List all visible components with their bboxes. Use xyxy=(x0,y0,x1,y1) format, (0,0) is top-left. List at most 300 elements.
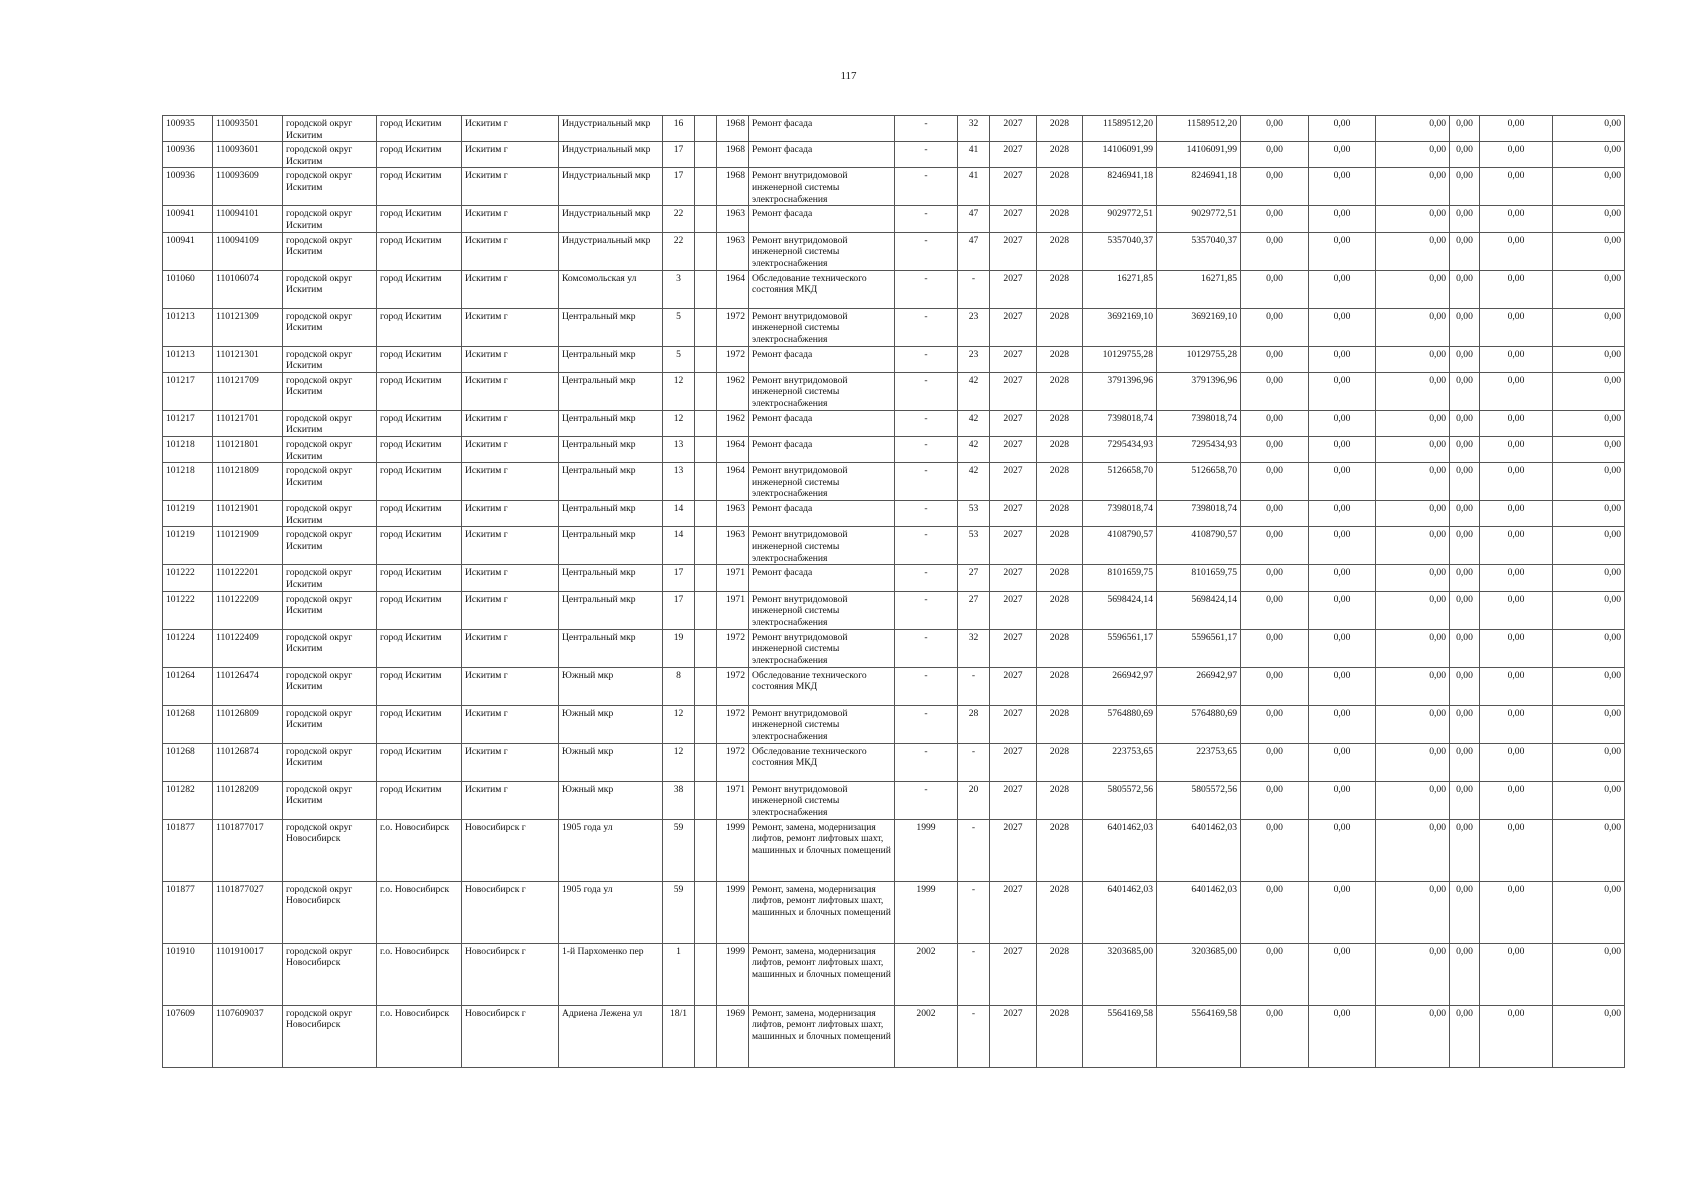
cell-house-building xyxy=(695,463,717,501)
cell-wear-percent: - xyxy=(958,819,990,881)
table-row xyxy=(163,168,1625,206)
table-row xyxy=(163,565,1625,591)
cell-cost-municipal: 0,00 xyxy=(1376,527,1450,565)
cell-house-number: 22 xyxy=(663,206,695,232)
cell-work-id: 110121809 xyxy=(213,463,283,501)
cell-house-building xyxy=(695,206,717,232)
cell-plan-year-end: 2028 xyxy=(1037,591,1083,629)
cell-house-building xyxy=(695,116,717,142)
cell-cost-owners: 0,00 xyxy=(1480,881,1553,943)
cell-street: Индустриальный мкр xyxy=(559,206,663,232)
cell-plan-year-start: 2027 xyxy=(990,436,1037,462)
cell-cost-other: 0,00 xyxy=(1450,346,1480,372)
cell-settlement: город Искитим xyxy=(377,527,462,565)
cell-total-cost: 5764880,69 xyxy=(1083,705,1157,743)
cell-plan-year-start: 2027 xyxy=(990,346,1037,372)
table-row xyxy=(163,232,1625,270)
cell-cost-reserve: 0,00 xyxy=(1553,881,1625,943)
cell-locality: Новосибирск г xyxy=(462,1005,559,1067)
cell-plan-year-start: 2027 xyxy=(990,881,1037,943)
cell-locality: Искитим г xyxy=(462,346,559,372)
cell-plan-year-start: 2027 xyxy=(990,667,1037,705)
cell-cost-region-budget: 0,00 xyxy=(1309,743,1376,781)
cell-total-cost: 10129755,28 xyxy=(1083,346,1157,372)
cell-cost-regional: 5126658,70 xyxy=(1157,463,1241,501)
cell-cost-owners: 0,00 xyxy=(1480,705,1553,743)
cell-house-building xyxy=(695,1005,717,1067)
cell-cost-other: 0,00 xyxy=(1450,527,1480,565)
cell-year-built: 1971 xyxy=(717,565,749,591)
cell-cost-owners: 0,00 xyxy=(1480,436,1553,462)
cell-work-id: 110094101 xyxy=(213,206,283,232)
cell-lift-year: - xyxy=(895,206,958,232)
cell-cost-owners: 0,00 xyxy=(1480,527,1553,565)
cell-cost-owners: 0,00 xyxy=(1480,743,1553,781)
cell-year-built: 1972 xyxy=(717,743,749,781)
cell-locality: Искитим г xyxy=(462,168,559,206)
cell-total-cost: 8246941,18 xyxy=(1083,168,1157,206)
cell-cost-federal: 0,00 xyxy=(1241,410,1309,436)
cell-cost-other: 0,00 xyxy=(1450,436,1480,462)
cell-cost-federal: 0,00 xyxy=(1241,142,1309,168)
cell-cost-owners: 0,00 xyxy=(1480,308,1553,346)
cell-cost-owners: 0,00 xyxy=(1480,781,1553,819)
cell-cost-reserve: 0,00 xyxy=(1553,142,1625,168)
cell-settlement: город Искитим xyxy=(377,116,462,142)
cell-cost-other: 0,00 xyxy=(1450,819,1480,881)
cell-work-id: 110121709 xyxy=(213,372,283,410)
cell-street: Южный мкр xyxy=(559,781,663,819)
cell-municipal-district: городской округ Искитим xyxy=(283,743,377,781)
cell-cost-region-budget: 0,00 xyxy=(1309,142,1376,168)
cell-house-number: 17 xyxy=(663,565,695,591)
cell-cost-regional: 266942,97 xyxy=(1157,667,1241,705)
cell-cost-other: 0,00 xyxy=(1450,743,1480,781)
cell-plan-year-start: 2027 xyxy=(990,270,1037,308)
cell-municipal-district: городской округ Искитим xyxy=(283,270,377,308)
cell-cost-federal: 0,00 xyxy=(1241,629,1309,667)
cell-plan-year-start: 2027 xyxy=(990,781,1037,819)
table-row xyxy=(163,142,1625,168)
cell-work-id: 110128209 xyxy=(213,781,283,819)
cell-total-cost: 5357040,37 xyxy=(1083,232,1157,270)
cell-plan-year-end: 2028 xyxy=(1037,270,1083,308)
cell-locality: Искитим г xyxy=(462,463,559,501)
cell-cost-regional: 4108790,57 xyxy=(1157,527,1241,565)
cell-cost-reserve: 0,00 xyxy=(1553,629,1625,667)
table-row xyxy=(163,629,1625,667)
cell-settlement: город Искитим xyxy=(377,270,462,308)
cell-settlement: город Искитим xyxy=(377,206,462,232)
cell-total-cost: 5698424,14 xyxy=(1083,591,1157,629)
cell-house-building xyxy=(695,270,717,308)
cell-cost-reserve: 0,00 xyxy=(1553,819,1625,881)
cell-lift-year: - xyxy=(895,781,958,819)
cell-street: Индустриальный мкр xyxy=(559,116,663,142)
cell-work-type: Ремонт фасада xyxy=(749,410,895,436)
cell-cost-region-budget: 0,00 xyxy=(1309,346,1376,372)
cell-cost-owners: 0,00 xyxy=(1480,943,1553,1005)
cell-cost-reserve: 0,00 xyxy=(1553,308,1625,346)
cell-plan-year-start: 2027 xyxy=(990,232,1037,270)
cell-house-id: 101877 xyxy=(163,819,213,881)
cell-cost-municipal: 0,00 xyxy=(1376,705,1450,743)
cell-cost-region-budget: 0,00 xyxy=(1309,705,1376,743)
cell-cost-owners: 0,00 xyxy=(1480,410,1553,436)
cell-year-built: 1972 xyxy=(717,346,749,372)
cell-cost-region-budget: 0,00 xyxy=(1309,270,1376,308)
cell-lift-year: 1999 xyxy=(895,819,958,881)
cell-street: Центральный мкр xyxy=(559,346,663,372)
cell-total-cost: 7398018,74 xyxy=(1083,410,1157,436)
cell-cost-regional: 3692169,10 xyxy=(1157,308,1241,346)
cell-plan-year-end: 2028 xyxy=(1037,410,1083,436)
cell-cost-regional: 6401462,03 xyxy=(1157,881,1241,943)
cell-lift-year: - xyxy=(895,501,958,527)
cell-house-id: 101219 xyxy=(163,527,213,565)
cell-cost-municipal: 0,00 xyxy=(1376,372,1450,410)
cell-cost-regional: 5764880,69 xyxy=(1157,705,1241,743)
cell-cost-municipal: 0,00 xyxy=(1376,781,1450,819)
cell-cost-other: 0,00 xyxy=(1450,168,1480,206)
cell-plan-year-end: 2028 xyxy=(1037,527,1083,565)
cell-work-id: 110093601 xyxy=(213,142,283,168)
cell-lift-year: - xyxy=(895,436,958,462)
cell-cost-other: 0,00 xyxy=(1450,943,1480,1005)
cell-house-building xyxy=(695,436,717,462)
cell-cost-owners: 0,00 xyxy=(1480,372,1553,410)
cell-cost-other: 0,00 xyxy=(1450,591,1480,629)
cell-house-id: 101268 xyxy=(163,705,213,743)
cell-cost-federal: 0,00 xyxy=(1241,819,1309,881)
cell-cost-other: 0,00 xyxy=(1450,781,1480,819)
cell-cost-other: 0,00 xyxy=(1450,463,1480,501)
cell-cost-region-budget: 0,00 xyxy=(1309,629,1376,667)
cell-house-building xyxy=(695,410,717,436)
cell-total-cost: 14106091,99 xyxy=(1083,142,1157,168)
cell-house-building xyxy=(695,527,717,565)
cell-cost-federal: 0,00 xyxy=(1241,436,1309,462)
cell-municipal-district: городской округ Искитим xyxy=(283,463,377,501)
cell-work-id: 110106074 xyxy=(213,270,283,308)
cell-street: Южный мкр xyxy=(559,667,663,705)
cell-plan-year-end: 2028 xyxy=(1037,232,1083,270)
cell-cost-other: 0,00 xyxy=(1450,116,1480,142)
cell-work-id: 110126809 xyxy=(213,705,283,743)
cell-locality: Искитим г xyxy=(462,781,559,819)
cell-work-type: Ремонт внутридомовой инженерной системы электроснабжения xyxy=(749,629,895,667)
cell-cost-owners: 0,00 xyxy=(1480,270,1553,308)
cell-municipal-district: городской округ Новосибирск xyxy=(283,881,377,943)
cell-cost-owners: 0,00 xyxy=(1480,463,1553,501)
cell-year-built: 1971 xyxy=(717,781,749,819)
cell-house-id: 101219 xyxy=(163,501,213,527)
cell-house-id: 101213 xyxy=(163,346,213,372)
cell-municipal-district: городской округ Искитим xyxy=(283,372,377,410)
cell-settlement: город Искитим xyxy=(377,743,462,781)
cell-plan-year-end: 2028 xyxy=(1037,881,1083,943)
cell-cost-region-budget: 0,00 xyxy=(1309,591,1376,629)
cell-lift-year: 1999 xyxy=(895,881,958,943)
cell-work-type: Ремонт внутридомовой инженерной системы электроснабжения xyxy=(749,232,895,270)
cell-total-cost: 4108790,57 xyxy=(1083,527,1157,565)
cell-house-number: 12 xyxy=(663,705,695,743)
cell-plan-year-end: 2028 xyxy=(1037,705,1083,743)
cell-work-id: 110122201 xyxy=(213,565,283,591)
cell-cost-municipal: 0,00 xyxy=(1376,206,1450,232)
cell-house-id: 100936 xyxy=(163,142,213,168)
cell-total-cost: 11589512,20 xyxy=(1083,116,1157,142)
cell-cost-federal: 0,00 xyxy=(1241,705,1309,743)
cell-cost-municipal: 0,00 xyxy=(1376,346,1450,372)
cell-year-built: 1962 xyxy=(717,372,749,410)
cell-total-cost: 5564169,58 xyxy=(1083,1005,1157,1067)
table-row xyxy=(163,527,1625,565)
cell-locality: Искитим г xyxy=(462,116,559,142)
cell-cost-region-budget: 0,00 xyxy=(1309,881,1376,943)
cell-street: 1905 года ул xyxy=(559,881,663,943)
cell-cost-regional: 5698424,14 xyxy=(1157,591,1241,629)
cell-cost-regional: 9029772,51 xyxy=(1157,206,1241,232)
cell-cost-owners: 0,00 xyxy=(1480,346,1553,372)
cell-cost-federal: 0,00 xyxy=(1241,308,1309,346)
cell-house-building xyxy=(695,232,717,270)
cell-cost-region-budget: 0,00 xyxy=(1309,116,1376,142)
cell-street: Индустриальный мкр xyxy=(559,232,663,270)
cell-cost-regional: 16271,85 xyxy=(1157,270,1241,308)
cell-year-built: 1963 xyxy=(717,501,749,527)
cell-plan-year-end: 2028 xyxy=(1037,346,1083,372)
cell-municipal-district: городской округ Искитим xyxy=(283,116,377,142)
cell-total-cost: 9029772,51 xyxy=(1083,206,1157,232)
cell-lift-year: - xyxy=(895,232,958,270)
cell-house-id: 100941 xyxy=(163,232,213,270)
cell-plan-year-start: 2027 xyxy=(990,1005,1037,1067)
cell-cost-municipal: 0,00 xyxy=(1376,667,1450,705)
cell-year-built: 1999 xyxy=(717,881,749,943)
cell-cost-owners: 0,00 xyxy=(1480,501,1553,527)
cell-municipal-district: городской округ Искитим xyxy=(283,565,377,591)
cell-house-number: 12 xyxy=(663,743,695,781)
cell-house-number: 17 xyxy=(663,168,695,206)
cell-year-built: 1963 xyxy=(717,232,749,270)
cell-locality: Искитим г xyxy=(462,565,559,591)
cell-street: 1905 года ул xyxy=(559,819,663,881)
cell-work-type: Ремонт внутридомовой инженерной системы электроснабжения xyxy=(749,705,895,743)
cell-plan-year-start: 2027 xyxy=(990,372,1037,410)
cell-house-building xyxy=(695,781,717,819)
cell-house-building xyxy=(695,881,717,943)
cell-cost-reserve: 0,00 xyxy=(1553,346,1625,372)
cell-street: Центральный мкр xyxy=(559,527,663,565)
cell-lift-year: - xyxy=(895,591,958,629)
table-row xyxy=(163,346,1625,372)
cell-wear-percent: 41 xyxy=(958,142,990,168)
cell-plan-year-end: 2028 xyxy=(1037,206,1083,232)
cell-cost-reserve: 0,00 xyxy=(1553,168,1625,206)
cell-cost-owners: 0,00 xyxy=(1480,168,1553,206)
cell-cost-owners: 0,00 xyxy=(1480,565,1553,591)
cell-plan-year-end: 2028 xyxy=(1037,943,1083,1005)
cell-house-building xyxy=(695,943,717,1005)
table-row xyxy=(163,308,1625,346)
cell-cost-municipal: 0,00 xyxy=(1376,436,1450,462)
cell-house-building xyxy=(695,142,717,168)
cell-wear-percent: 32 xyxy=(958,629,990,667)
cell-cost-region-budget: 0,00 xyxy=(1309,168,1376,206)
cell-house-id: 101222 xyxy=(163,591,213,629)
cell-municipal-district: городской округ Искитим xyxy=(283,308,377,346)
table-row xyxy=(163,781,1625,819)
cell-cost-federal: 0,00 xyxy=(1241,591,1309,629)
cell-cost-region-budget: 0,00 xyxy=(1309,501,1376,527)
cell-year-built: 1972 xyxy=(717,308,749,346)
cell-house-id: 101218 xyxy=(163,463,213,501)
cell-municipal-district: городской округ Новосибирск xyxy=(283,1005,377,1067)
cell-cost-municipal: 0,00 xyxy=(1376,168,1450,206)
cell-house-building xyxy=(695,591,717,629)
cell-wear-percent: - xyxy=(958,270,990,308)
cell-cost-regional: 3203685,00 xyxy=(1157,943,1241,1005)
cell-wear-percent: 41 xyxy=(958,168,990,206)
cell-wear-percent: 28 xyxy=(958,705,990,743)
cell-house-number: 59 xyxy=(663,819,695,881)
cell-municipal-district: городской округ Искитим xyxy=(283,527,377,565)
cell-house-number: 17 xyxy=(663,142,695,168)
cell-work-id: 110122209 xyxy=(213,591,283,629)
cell-cost-region-budget: 0,00 xyxy=(1309,232,1376,270)
cell-work-type: Ремонт, замена, модернизация лифтов, ремонт лифтовых шахт, машинных и блочных помещений xyxy=(749,881,895,943)
cell-work-id: 1107609037 xyxy=(213,1005,283,1067)
cell-plan-year-start: 2027 xyxy=(990,168,1037,206)
cell-cost-municipal: 0,00 xyxy=(1376,943,1450,1005)
cell-wear-percent: 27 xyxy=(958,591,990,629)
cell-plan-year-start: 2027 xyxy=(990,943,1037,1005)
cell-locality: Искитим г xyxy=(462,591,559,629)
cell-lift-year: - xyxy=(895,743,958,781)
cell-cost-regional: 14106091,99 xyxy=(1157,142,1241,168)
cell-cost-federal: 0,00 xyxy=(1241,116,1309,142)
table-row xyxy=(163,881,1625,943)
cell-work-type: Ремонт фасада xyxy=(749,565,895,591)
cell-wear-percent: 23 xyxy=(958,346,990,372)
cell-work-type: Обследование технического состояния МКД xyxy=(749,667,895,705)
cell-work-type: Ремонт, замена, модернизация лифтов, ремонт лифтовых шахт, машинных и блочных помещений xyxy=(749,1005,895,1067)
cell-municipal-district: городской округ Новосибирск xyxy=(283,943,377,1005)
cell-house-number: 12 xyxy=(663,410,695,436)
cell-work-type: Ремонт фасада xyxy=(749,116,895,142)
cell-street: Центральный мкр xyxy=(559,629,663,667)
cell-wear-percent: - xyxy=(958,881,990,943)
cell-locality: Искитим г xyxy=(462,743,559,781)
cell-municipal-district: городской округ Искитим xyxy=(283,142,377,168)
cell-cost-municipal: 0,00 xyxy=(1376,142,1450,168)
cell-total-cost: 6401462,03 xyxy=(1083,881,1157,943)
table-row xyxy=(163,410,1625,436)
cell-house-id: 101217 xyxy=(163,372,213,410)
cell-plan-year-start: 2027 xyxy=(990,206,1037,232)
cell-cost-reserve: 0,00 xyxy=(1553,206,1625,232)
cell-house-id: 101282 xyxy=(163,781,213,819)
cell-street: Центральный мкр xyxy=(559,410,663,436)
cell-plan-year-end: 2028 xyxy=(1037,743,1083,781)
cell-cost-reserve: 0,00 xyxy=(1553,116,1625,142)
cell-wear-percent: - xyxy=(958,943,990,1005)
cell-total-cost: 5126658,70 xyxy=(1083,463,1157,501)
cell-lift-year: - xyxy=(895,372,958,410)
cell-total-cost: 16271,85 xyxy=(1083,270,1157,308)
cell-municipal-district: городской округ Искитим xyxy=(283,168,377,206)
cell-year-built: 1968 xyxy=(717,168,749,206)
cell-street: Адриена Лежена ул xyxy=(559,1005,663,1067)
cell-house-building xyxy=(695,308,717,346)
cell-cost-municipal: 0,00 xyxy=(1376,1005,1450,1067)
cell-plan-year-start: 2027 xyxy=(990,591,1037,629)
cell-work-type: Ремонт внутридомовой инженерной системы электроснабжения xyxy=(749,372,895,410)
cell-municipal-district: городской округ Искитим xyxy=(283,501,377,527)
cell-lift-year: - xyxy=(895,116,958,142)
table-row xyxy=(163,372,1625,410)
cell-cost-region-budget: 0,00 xyxy=(1309,565,1376,591)
cell-work-id: 110121801 xyxy=(213,436,283,462)
cell-locality: Искитим г xyxy=(462,705,559,743)
cell-lift-year: 2002 xyxy=(895,1005,958,1067)
table-row xyxy=(163,1005,1625,1067)
cell-house-number: 18/1 xyxy=(663,1005,695,1067)
cell-work-id: 110121701 xyxy=(213,410,283,436)
cell-plan-year-start: 2027 xyxy=(990,629,1037,667)
cell-plan-year-end: 2028 xyxy=(1037,372,1083,410)
cell-house-id: 107609 xyxy=(163,1005,213,1067)
cell-lift-year: - xyxy=(895,527,958,565)
cell-settlement: город Искитим xyxy=(377,463,462,501)
cell-work-id: 110093501 xyxy=(213,116,283,142)
cell-cost-region-budget: 0,00 xyxy=(1309,410,1376,436)
page-number: 117 xyxy=(840,70,857,82)
cell-cost-other: 0,00 xyxy=(1450,206,1480,232)
cell-plan-year-start: 2027 xyxy=(990,308,1037,346)
cell-cost-other: 0,00 xyxy=(1450,142,1480,168)
cell-work-type: Ремонт фасада xyxy=(749,436,895,462)
cell-work-id: 1101910017 xyxy=(213,943,283,1005)
cell-cost-owners: 0,00 xyxy=(1480,591,1553,629)
cell-year-built: 1971 xyxy=(717,591,749,629)
cell-wear-percent: 42 xyxy=(958,410,990,436)
cell-house-building xyxy=(695,819,717,881)
cell-locality: Новосибирск г xyxy=(462,819,559,881)
cell-cost-region-budget: 0,00 xyxy=(1309,667,1376,705)
cell-cost-federal: 0,00 xyxy=(1241,667,1309,705)
cell-cost-reserve: 0,00 xyxy=(1553,565,1625,591)
cell-total-cost: 7398018,74 xyxy=(1083,501,1157,527)
cell-cost-other: 0,00 xyxy=(1450,565,1480,591)
cell-plan-year-end: 2028 xyxy=(1037,501,1083,527)
cell-cost-region-budget: 0,00 xyxy=(1309,308,1376,346)
cell-street: Центральный мкр xyxy=(559,372,663,410)
cell-cost-owners: 0,00 xyxy=(1480,1005,1553,1067)
cell-municipal-district: городской округ Новосибирск xyxy=(283,819,377,881)
repair-program-table xyxy=(162,115,1625,1068)
cell-year-built: 1969 xyxy=(717,1005,749,1067)
cell-cost-region-budget: 0,00 xyxy=(1309,206,1376,232)
cell-cost-municipal: 0,00 xyxy=(1376,410,1450,436)
cell-cost-regional: 8101659,75 xyxy=(1157,565,1241,591)
cell-wear-percent: 42 xyxy=(958,372,990,410)
cell-work-type: Ремонт фасада xyxy=(749,142,895,168)
cell-cost-owners: 0,00 xyxy=(1480,232,1553,270)
cell-cost-regional: 223753,65 xyxy=(1157,743,1241,781)
cell-cost-municipal: 0,00 xyxy=(1376,308,1450,346)
